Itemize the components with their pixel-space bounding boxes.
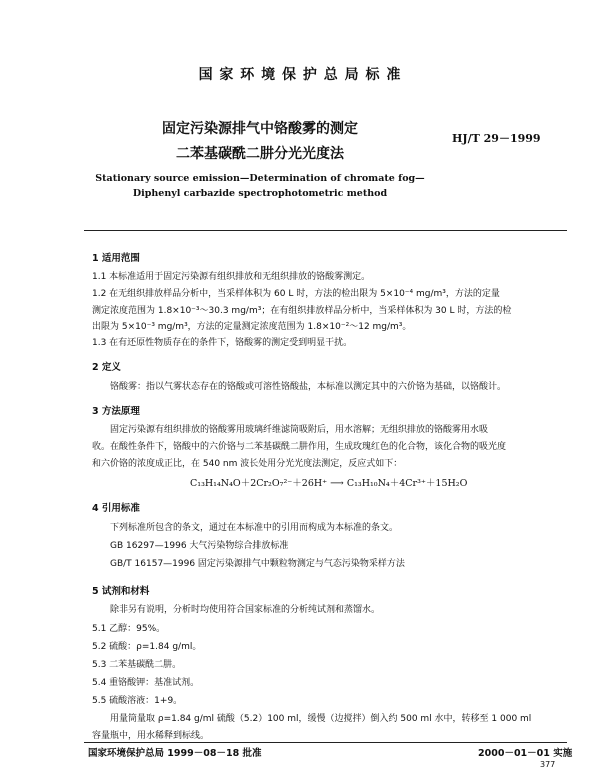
section-1-2-line-3: 出限为 5×10⁻³ mg/m³，方法的定量测定浓度范围为 1.8×10⁻²～12 mg/m³。 — [92, 322, 412, 332]
standard-code: HJ/T 29－1999 — [452, 132, 541, 145]
title-line-2: 二苯基碳酰二肼分光光度法 — [176, 146, 344, 162]
header-divider — [84, 230, 567, 231]
section-1-3: 1.3 在有还原性物质存在的条件下，铬酸雾的测定受到明显干扰。 — [92, 338, 353, 348]
section-3-line-2: 收。在酸性条件下，铬酸中的六价铬与二苯基碳酰二肼作用，生成玫瑰红色的化合物，该化合物的吸光度 — [92, 442, 507, 452]
section-5-4: 5.4 重铬酸钾：基准试剂。 — [92, 678, 200, 688]
section-5-5: 5.5 硫酸溶液：1+9。 — [92, 696, 183, 706]
org-standard-header: 国 家 环 境 保 护 总 局 标 准 — [198, 67, 402, 83]
section-1-1: 1.1 本标准适用于固定污染源有组织排放和无组织排放的铬酸雾测定。 — [92, 272, 371, 282]
section-5-heading: 5 试剂和材料 — [92, 586, 150, 597]
section-5-2: 5.2 硫酸：ρ=1.84 g/ml。 — [92, 642, 202, 652]
approval-date: 国家环境保护总局 1999－08－18 批准 — [88, 748, 262, 759]
footer-divider — [84, 742, 567, 743]
section-5-5-line-2: 容量瓶中，用水稀释到标线。 — [92, 731, 210, 741]
section-2-heading: 2 定义 — [92, 362, 121, 373]
section-4-intro: 下列标准所包含的条文，通过在本标准中的引用而构成为本标准的条文。 — [110, 523, 399, 533]
reaction-equation: C₁₃H₁₄N₄O＋2Cr₂O₇²⁻＋26H⁺ ⟶ C₁₃H₁₀N₄＋4Cr³⁺＋15H₂O — [190, 478, 468, 489]
section-4-ref-2: GB/T 16157—1996 固定污染源排气中颗粒物测定与气态污染物采样方法 — [110, 559, 405, 569]
section-2-definition: 铬酸雾：指以气雾状态存在的铬酸或可溶性铬酸盐，本标准以测定其中的六价铬为基础，以铬酸计。 — [110, 382, 507, 392]
english-title-line-2: Diphenyl carbazide spectrophotometric method — [132, 188, 388, 199]
section-5-intro: 除非另有说明，分析时均使用符合国家标准的分析纯试剂和蒸馏水。 — [110, 605, 381, 615]
section-1-2-line-1: 1.2 在无组织排放样品分析中，当采样体积为 60 L 时，方法的检出限为 5×10⁻⁴ mg/m³，方法的定量 — [92, 289, 500, 299]
section-4-heading: 4 引用标准 — [92, 503, 140, 514]
section-5-1: 5.1 乙醇：95%。 — [92, 624, 166, 634]
section-1-heading: 1 适用范围 — [92, 253, 140, 264]
section-5-3: 5.3 二苯基碳酰二肼。 — [92, 660, 182, 670]
implementation-date: 2000－01－01 实施 — [478, 748, 573, 759]
section-3-line-3: 和六价铬的浓度成正比，在 540 nm 波长处用分光光度法测定，反应式如下： — [92, 459, 403, 469]
section-5-5-line-1: 用量筒量取 ρ=1.84 g/ml 硫酸（5.2）100 ml，缓慢（边搅拌）倒入约 500 ml 水中，转移至 1 000 ml — [110, 714, 532, 724]
page-number: 377 — [540, 760, 556, 769]
section-1-2-line-2: 测定浓度范围为 1.8×10⁻³～30.3 mg/m³；在有组织排放样品分析中，当采样体积为 30 L 时，方法的检 — [92, 306, 512, 316]
title-line-1: 固定污染源排气中铬酸雾的测定 — [162, 121, 358, 137]
section-4-ref-1: GB 16297—1996 大气污染物综合排放标准 — [110, 541, 289, 551]
english-title-line-1: Stationary source emission—Determination of chromate fog— — [95, 173, 425, 184]
section-3-line-1: 固定污染源有组织排放的铬酸雾用玻璃纤维滤筒吸附后，用水溶解；无组织排放的铬酸雾用水吸 — [110, 425, 489, 435]
section-3-heading: 3 方法原理 — [92, 406, 140, 417]
